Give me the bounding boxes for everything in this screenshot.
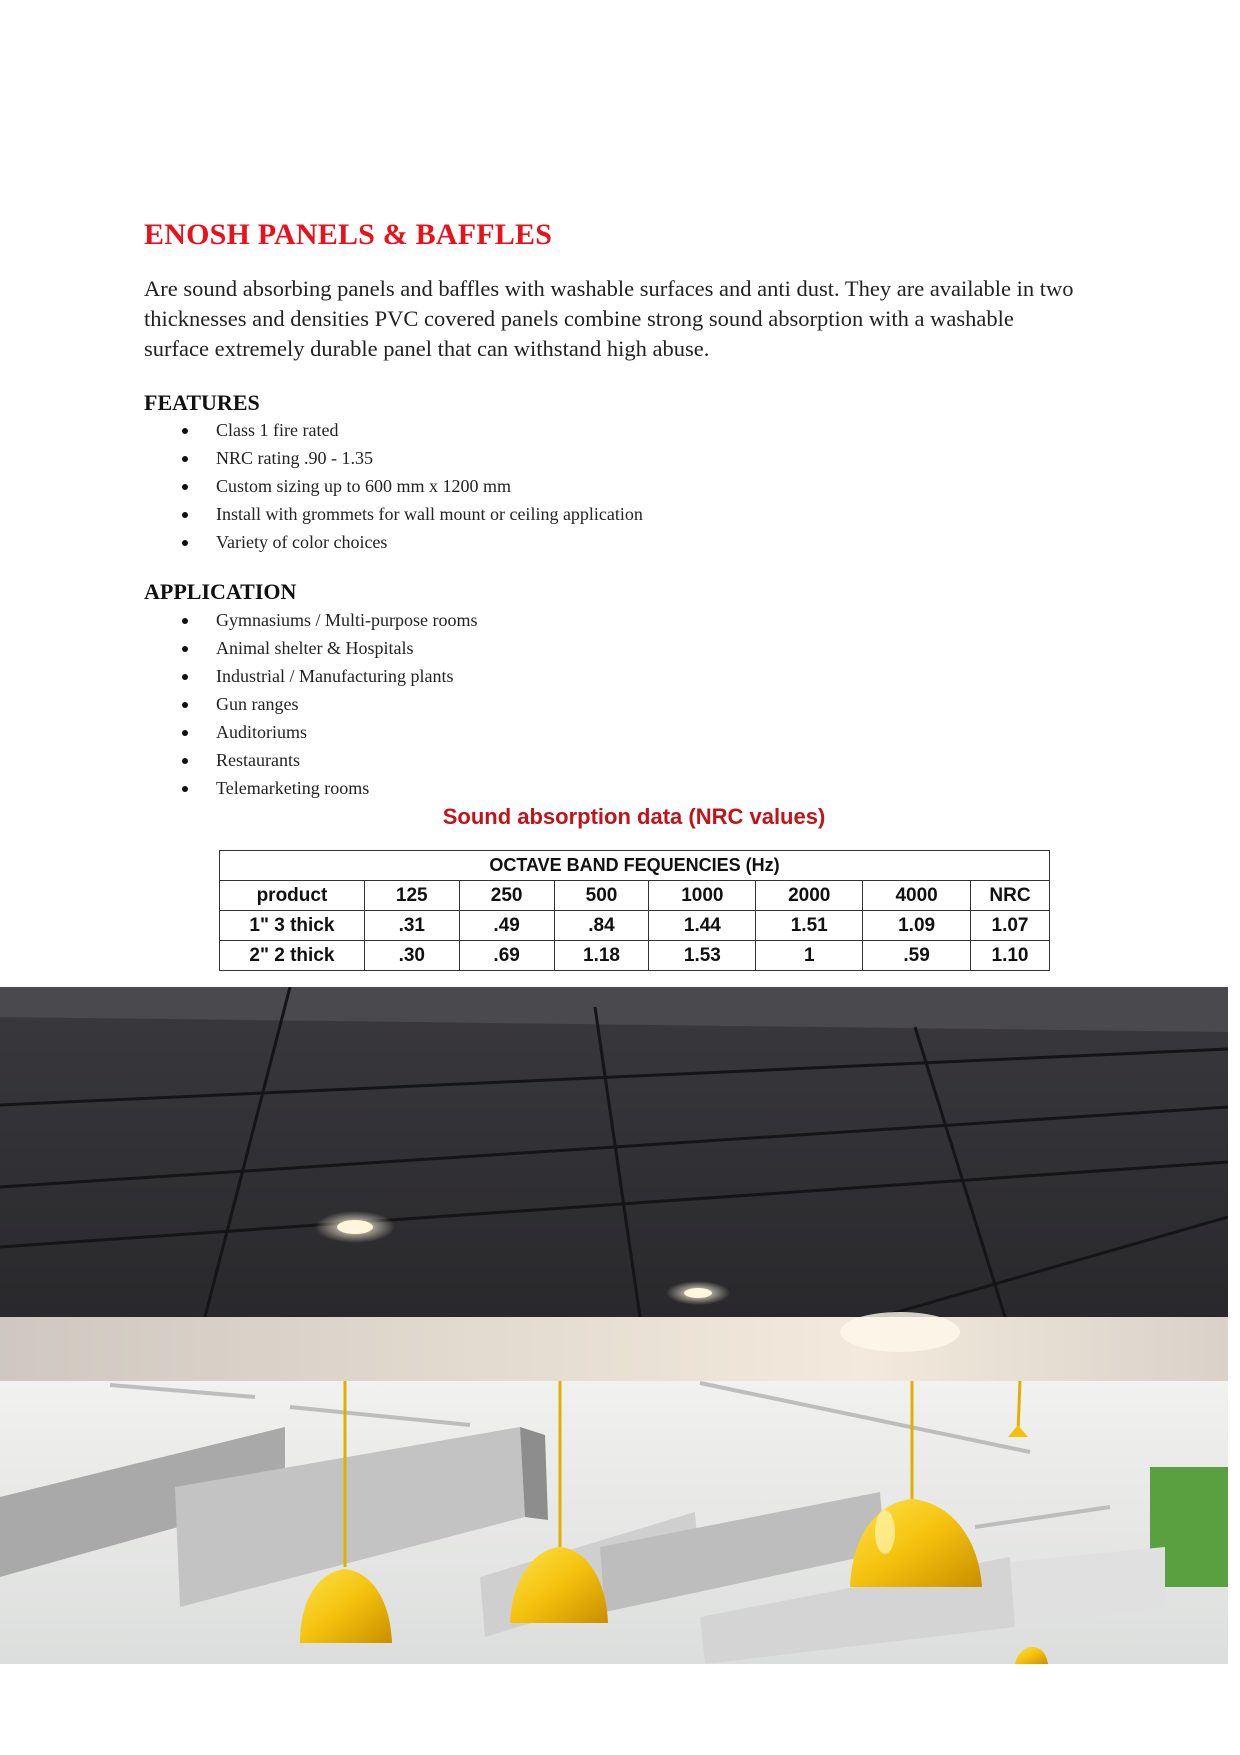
- bullet-icon: [182, 674, 188, 680]
- list-item-text: Variety of color choices: [216, 532, 388, 552]
- bullet-icon: [182, 512, 188, 518]
- table-cell: 1" 3 thick: [220, 911, 365, 941]
- table-cell: 1.10: [971, 941, 1050, 971]
- product-photo: [0, 987, 1228, 1664]
- list-item-text: Custom sizing up to 600 mm x 1200 mm: [216, 476, 512, 496]
- list-item-text: Restaurants: [216, 750, 300, 770]
- bullet-icon: [182, 428, 188, 434]
- application-list: [182, 606, 478, 802]
- ceiling-tiles: [0, 987, 1228, 1317]
- table-row: [220, 941, 1050, 971]
- list-item: [182, 416, 643, 444]
- list-item-text: Class 1 fire rated: [216, 420, 339, 440]
- list-item-text: Gun ranges: [216, 694, 299, 714]
- bullet-icon: [182, 646, 188, 652]
- table-cell: 1.09: [863, 911, 971, 941]
- list-item: [182, 662, 478, 690]
- page-title: ENOSH PANELS & BAFFLES: [144, 218, 553, 251]
- list-item: [182, 718, 478, 746]
- bullet-icon: [182, 484, 188, 490]
- list-item: [182, 634, 478, 662]
- column-header: 500: [554, 881, 649, 911]
- table-cell: .84: [554, 911, 649, 941]
- list-item-text: Telemarketing rooms: [216, 778, 370, 798]
- product-photo-illustration: [0, 987, 1228, 1664]
- list-item-text: Install with grommets for wall mount or ceiling application: [216, 504, 643, 524]
- bullet-icon: [182, 540, 188, 546]
- intro-paragraph: Are sound absorbing panels and baffles with washable surfaces and anti dust. They are available in two thicknesses and densities PVC covered panels combine strong sound absorption with a washable surface extremely durable panel that can withstand high abuse.: [144, 276, 1074, 361]
- table-cell: .31: [364, 911, 459, 941]
- column-header: product: [220, 881, 365, 911]
- table-cell: 2" 2 thick: [220, 941, 365, 971]
- table-cell: 1.51: [756, 911, 863, 941]
- list-item-text: Gymnasiums / Multi-purpose rooms: [216, 610, 478, 630]
- column-header: 1000: [649, 881, 756, 911]
- list-item: [182, 746, 478, 774]
- list-item-text: NRC rating .90 - 1.35: [216, 448, 373, 468]
- table-caption: Sound absorption data (NRC values): [442, 804, 826, 829]
- band-header: OCTAVE BAND FEQUENCIES (Hz): [220, 851, 1050, 881]
- table-band-header-row: [220, 851, 1050, 881]
- wall-band: [0, 1317, 1228, 1381]
- table-row: [220, 911, 1050, 941]
- list-item: [182, 444, 643, 472]
- table-cell: .49: [459, 911, 554, 941]
- application-heading: APPLICATION: [144, 579, 297, 604]
- list-item: [182, 500, 643, 528]
- list-item-text: Auditoriums: [216, 722, 308, 742]
- bullet-icon: [182, 786, 188, 792]
- column-header: 2000: [756, 881, 863, 911]
- column-header: NRC: [971, 881, 1050, 911]
- list-item: [182, 606, 478, 634]
- table-cell: 1: [756, 941, 863, 971]
- column-header: 125: [364, 881, 459, 911]
- bullet-icon: [182, 618, 188, 624]
- table-cell: .69: [459, 941, 554, 971]
- bullet-icon: [182, 730, 188, 736]
- table-cell: 1.53: [649, 941, 756, 971]
- features-list: [182, 416, 643, 556]
- list-item: [182, 472, 643, 500]
- bullet-icon: [182, 758, 188, 764]
- table-cell: .59: [863, 941, 971, 971]
- list-item-text: Animal shelter & Hospitals: [216, 638, 414, 658]
- list-item: [182, 774, 478, 802]
- table-header-row: [220, 881, 1050, 911]
- bullet-icon: [182, 456, 188, 462]
- nrc-table: [219, 850, 1050, 971]
- bullet-icon: [182, 702, 188, 708]
- table-cell: 1.07: [971, 911, 1050, 941]
- table-cell: 1.18: [554, 941, 649, 971]
- column-header: 250: [459, 881, 554, 911]
- list-item: [182, 690, 478, 718]
- table-cell: .30: [364, 941, 459, 971]
- column-header: 4000: [863, 881, 971, 911]
- list-item-text: Industrial / Manufacturing plants: [216, 666, 454, 686]
- table-cell: 1.44: [649, 911, 756, 941]
- features-heading: FEATURES: [144, 390, 260, 415]
- list-item: [182, 528, 643, 556]
